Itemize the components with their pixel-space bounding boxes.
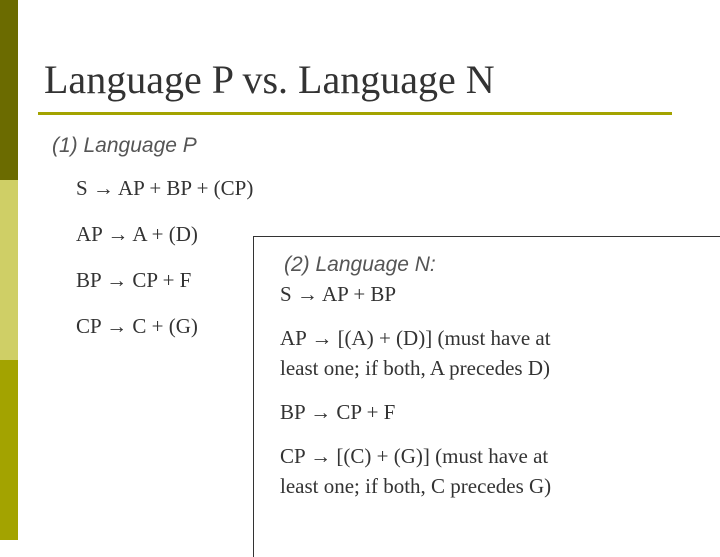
language-n-rule <box>280 397 640 427</box>
language-n-rule <box>280 279 640 309</box>
language-p-rule: S → AP + BP + (CP) <box>76 176 254 200</box>
language-p-heading: (1) Language P <box>52 134 197 157</box>
language-n-heading: (2) Language N: <box>284 253 436 276</box>
language-p-rule: BP → CP + F <box>76 268 192 292</box>
language-n-rule-line: least one; if both, C precedes G) <box>280 474 552 498</box>
language-n-rule <box>280 323 640 383</box>
slide-title: Language P vs. Language N <box>44 57 495 102</box>
language-p-rules <box>76 176 253 360</box>
language-n-rule-line: S → AP + BP <box>280 282 397 306</box>
language-n-rule-line: least one; if both, A precedes D) <box>280 356 551 380</box>
language-p-section <box>52 134 254 338</box>
sidebar-block-bottom <box>0 360 18 540</box>
language-n-box <box>253 236 720 557</box>
sidebar-decoration <box>0 0 18 540</box>
sidebar-block-middle <box>0 180 18 360</box>
language-n-rule <box>280 441 640 501</box>
language-p-rule: CP → C + (G) <box>76 314 198 338</box>
language-n-rule-line: BP → CP + F <box>280 400 396 424</box>
sidebar-block-top <box>0 0 18 180</box>
language-n-rule-line: CP → [(C) + (G)] (must have at <box>280 444 549 468</box>
language-p-rule: AP → A + (D) <box>76 222 198 246</box>
language-n-rule-line: AP → [(A) + (D)] (must have at <box>280 326 551 350</box>
language-n-rules <box>280 279 640 515</box>
title-underline <box>38 112 672 115</box>
